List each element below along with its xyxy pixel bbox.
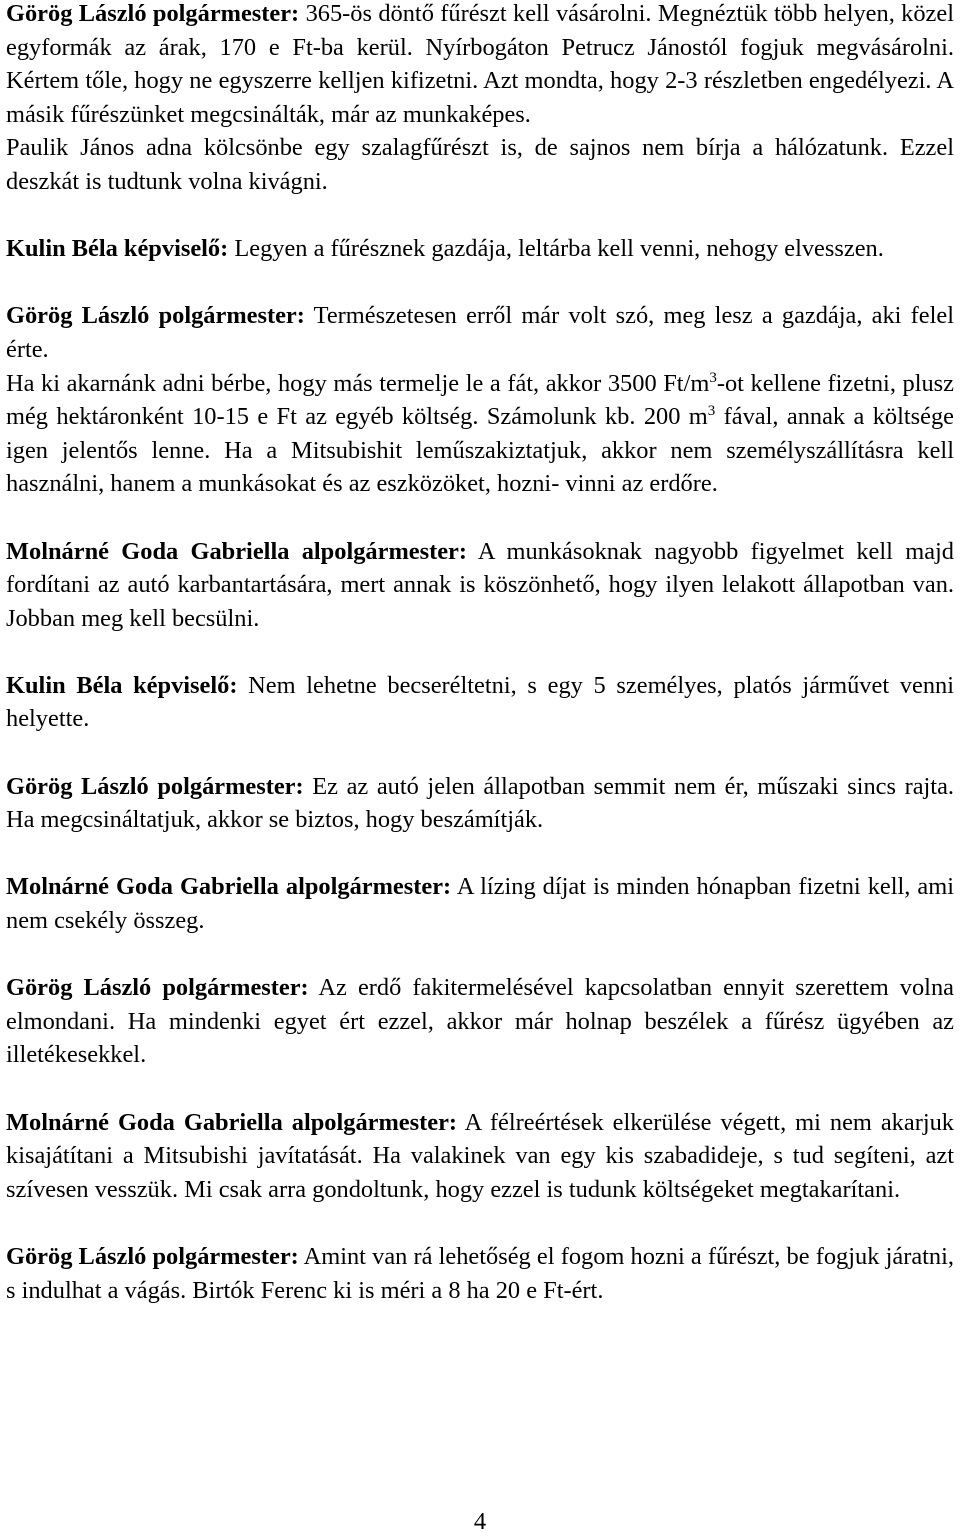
paragraph-7	[6, 669, 954, 736]
paragraph-text: Ha ki akarnánk adni bérbe, hogy más termelje le a fát, akkor 3500 Ft/m	[6, 369, 710, 397]
paragraph-1	[6, 0, 954, 131]
paragraph-text: Legyen a fűrésznek gazdája, leltárba kell venni, nehogy elvesszen.	[228, 235, 884, 263]
paragraph-4	[6, 299, 954, 366]
paragraph-text: A félreértések elkerülése végett, mi nem akarjuk kisajátítani a Mitsubishi javítatását. Ha valakinek van egy kis szabadideje, s tud segíteni, azt szívesen vesszük. Mi csak arra gondoltunk, hogy ezzel is tudunk költségeket megtakarítani.	[6, 1108, 954, 1203]
paragraph-text: A munkásoknak nagyobb figyelmet kell majd fordítani az autó karbantartására, mert annak is köszönhető, hogy ilyen lelakott állapotban van. Jobban meg kell becsülni.	[6, 537, 954, 632]
speaker-name: Molnárné Goda Gabriella alpolgármester:	[6, 1108, 458, 1136]
speaker-name: Görög László polgármester:	[6, 974, 309, 1002]
speaker-name: Molnárné Goda Gabriella alpolgármester:	[6, 873, 452, 901]
speaker-name: Görög László polgármester:	[6, 1242, 299, 1270]
paragraph-2	[6, 131, 954, 198]
paragraph-text: Nem lehetne becseréltetni, s egy 5 személyes, platós járművet venni helyette.	[6, 671, 954, 733]
paragraph-text: 365-ös döntő fűrészt kell vásárolni. Megnéztük több helyen, közel egyformák az árak, 170 e Ft-ba kerül. Nyírbogáton Petrucz Jánostól fogjuk megvásárolni. Kértem tőle, hogy ne egyszerre kelljen kifizetni. Azt mondta, hogy 2-3 részletben engedélyezi. A másik fűrészünket megcsinálták, már az munkaképes.	[6, 0, 954, 128]
paragraph-10	[6, 971, 954, 1072]
paragraph-6	[6, 535, 954, 636]
speaker-name: Molnárné Goda Gabriella alpolgármester:	[6, 537, 467, 565]
page-number: 4	[473, 1508, 487, 1535]
speaker-name: Kulin Béla képviselő:	[6, 235, 229, 263]
paragraph-5	[6, 367, 954, 501]
superscript: 3	[707, 403, 716, 420]
paragraph-text: -ot kellene fizetni, plusz még hektáronként 10-15 e Ft az egyéb költség. Számolunk kb. 200 m	[6, 369, 954, 431]
document-page	[6, 0, 954, 1307]
speaker-name: Görög László polgármester:	[6, 772, 304, 800]
paragraph-text: A lízing díjat is minden hónapban fizetni kell, ami nem csekély összeg.	[6, 873, 954, 935]
paragraph-text: Paulik János adna kölcsönbe egy szalagfűrészt is, de sajnos nem bírja a hálózatunk. Ezzel deszkát is tudtunk volna kivágni.	[6, 134, 954, 195]
speaker-name: Kulin Béla képviselő:	[6, 671, 238, 699]
paragraph-text: fával, annak a költsége igen jelentős lenne. Ha a Mitsubishit leműszakiztatjuk, akkor nem személyszállításra kell használni, hanem a munkásokat és az eszközöket, hozni- vinni az erdőre.	[6, 403, 954, 498]
paragraph-text: Amint van rá lehetőség el fogom hozni a fűrészt, be fogjuk járatni, s indulhat a vágás. Birtók Ferenc ki is méri a 8 ha 20 e Ft-ért.	[6, 1242, 954, 1304]
paragraph-text: Ez az autó jelen állapotban semmit nem ér, műszaki sincs rajta. Ha megcsináltatjuk, akkor se biztos, hogy beszámítják.	[6, 772, 955, 834]
superscript: 3	[709, 369, 717, 386]
paragraph-9	[6, 870, 954, 937]
paragraph-8	[6, 770, 954, 837]
paragraph-text: Természetesen erről már volt szó, meg lesz a gazdája, aki felel érte.	[6, 302, 955, 363]
speaker-name: Görög László polgármester:	[6, 302, 305, 330]
paragraph-11	[6, 1106, 954, 1207]
paragraph-3	[6, 232, 954, 266]
speaker-name: Görög László polgármester:	[6, 0, 300, 27]
paragraph-text: Az erdő fakitermelésével kapcsolatban ennyit szerettem volna elmondani. Ha mindenki egyet ért ezzel, akkor már holnap beszélek a fűrész ügyében az illetékesekkel.	[6, 974, 954, 1069]
paragraph-12	[6, 1240, 954, 1307]
